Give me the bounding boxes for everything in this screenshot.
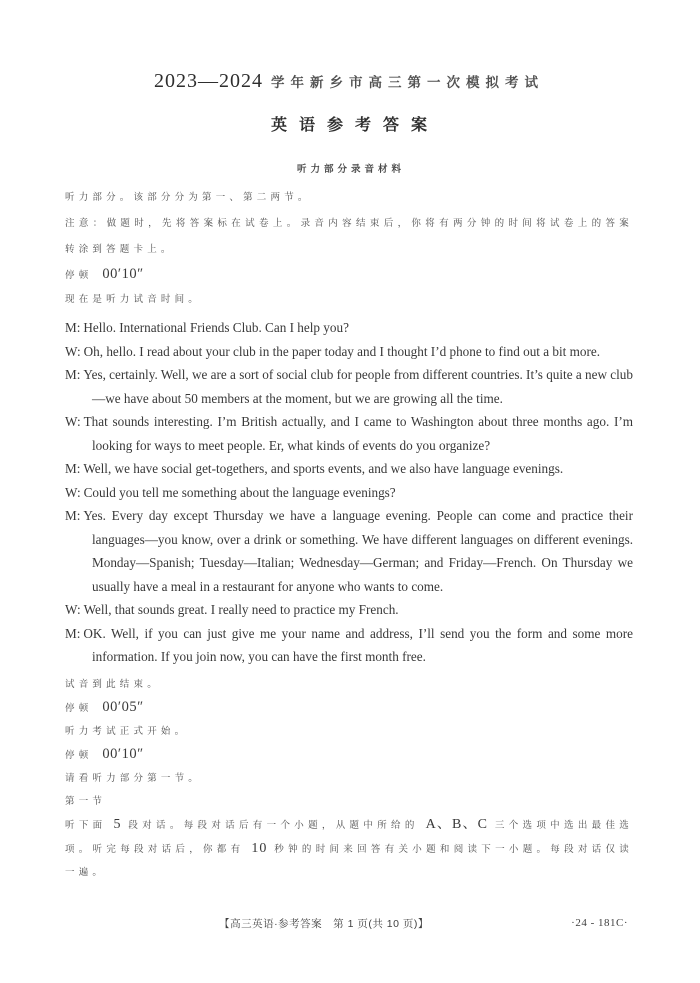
dialogue-turn [65,340,633,364]
intro-line-4: 现在是听力试音时间。 [65,294,203,305]
intro-note: 注意：做题时，先将答案标在试卷上。录音内容结束后，你将有两分钟的时间将试卷上的答案转涂到答题卡上。 [65,218,633,255]
dialogue-turn [65,504,633,598]
pause-line [65,696,633,720]
exam-title-year: 2023—2024 [154,70,263,92]
answer-key-title: 英语参考答案 [270,117,439,134]
pause-label: 停顿 [65,749,93,761]
section-look-note: 请看听力部分第一节。 [65,772,203,784]
listening-material-heading: 听力部分录音材料 [296,164,405,175]
test-audio-end-note: 试音到此结束。 [65,678,161,690]
dialogue-text: Well, that sounds great. I really need to practice my French. [83,602,399,617]
footer-paper-code: ·24 - 181C· [571,917,628,929]
dialogue-text: Could you tell me something about the language evenings? [83,484,396,500]
dialogue-text: Oh, hello. I read about your club in the paper today and I thought I’d phone to find out a bit more. [83,343,601,359]
intro-line-1: 听力部分。该部分分为第一、第二两节。 [65,192,312,203]
speaker-label: W: [65,343,81,359]
dialogue-text: Hello. International Friends Club. Can I help you? [83,320,349,335]
speaker-label: W: [65,602,81,617]
pause-line [65,743,633,767]
dialogue-turn [65,457,633,481]
instruction-text: 听完每段对话后，你都有 [92,843,252,855]
speaker-label: W: [65,414,81,429]
pause-label: 停顿 [65,270,93,281]
dialogue-text: OK. Well, if you can just give me your name and address, I’ll send you the form and some more information. If you join now, you can have the first month free. [83,625,633,664]
speaker-label: M: [65,320,81,335]
speaker-label: M: [65,367,81,382]
pause-label: 停顿 [65,702,93,714]
dialogue-text: Well, we have social get-togethers, and sports events, and we also have language evenings. [83,461,564,476]
dialogue-turn [65,481,633,505]
dialogue-turn [65,363,633,410]
exam-title-zh: 学年新乡市高三第一次模拟考试 [271,75,544,90]
dialogue-text: Yes, certainly. Well, we are a sort of social club for people from different countries. It’s quite a new club—we have about 50 members at the moment, but we are growing all the time. [83,367,633,406]
exam-title [65,70,633,96]
instruction-text: 秒钟的时间来回答有关小题和阅读下一小题。每段对话仅读一遍。 [65,843,633,878]
pause-time: 00′05″ [102,698,144,715]
instruction-number: 5 [113,816,122,832]
instruction-number: 10 [251,840,268,856]
instruction-text: 三个选项中选出最佳选项。 [65,819,633,855]
closing-instructions [65,673,633,884]
section-one-instructions [65,813,633,884]
page-content [65,0,633,884]
dialogue-turn [65,410,633,457]
speaker-label: M: [65,508,81,523]
dialogue-text: That sounds interesting. I’m British actually, and I came to Washington about three months ago. I’m looking for ways to meet people. Er, what kinds of events do you organize? [83,414,633,453]
speaker-label: W: [65,484,81,500]
speaker-label: M: [65,625,81,641]
pause-time: 00′10″ [102,266,144,282]
dialogue-transcript [65,316,633,669]
dialogue-text: Yes. Every day except Thursday we have a language evening. People can come and practice their languages—you know, over a drink or something. We have different languages on different evenings. Monday—Spanish; Tuesday—Italian; Wednesday—German; and Friday—French. On Thursday we usually have a meal in a restaurant for anyone who wants to come. [83,508,633,594]
page-footer [0,916,700,936]
instruction-text: 段对话。每段对话后有一个小题，从题中所给的 [121,819,426,831]
exam-start-note: 听力考试正式开始。 [65,725,189,737]
instruction-text: 听下面 [65,819,114,831]
dialogue-turn [65,598,633,622]
pause-line [65,263,633,287]
pause-time: 00′10″ [102,745,144,762]
dialogue-turn [65,316,633,340]
section-one-heading: 第一节 [65,795,107,807]
speaker-label: M: [65,461,81,476]
footer-page-label: 【高三英语·参考答案 第 1 页(共 10 页)】 [219,918,429,930]
listening-script [65,185,633,884]
dialogue-turn [65,622,633,669]
instruction-options: A、B、C [425,816,488,832]
